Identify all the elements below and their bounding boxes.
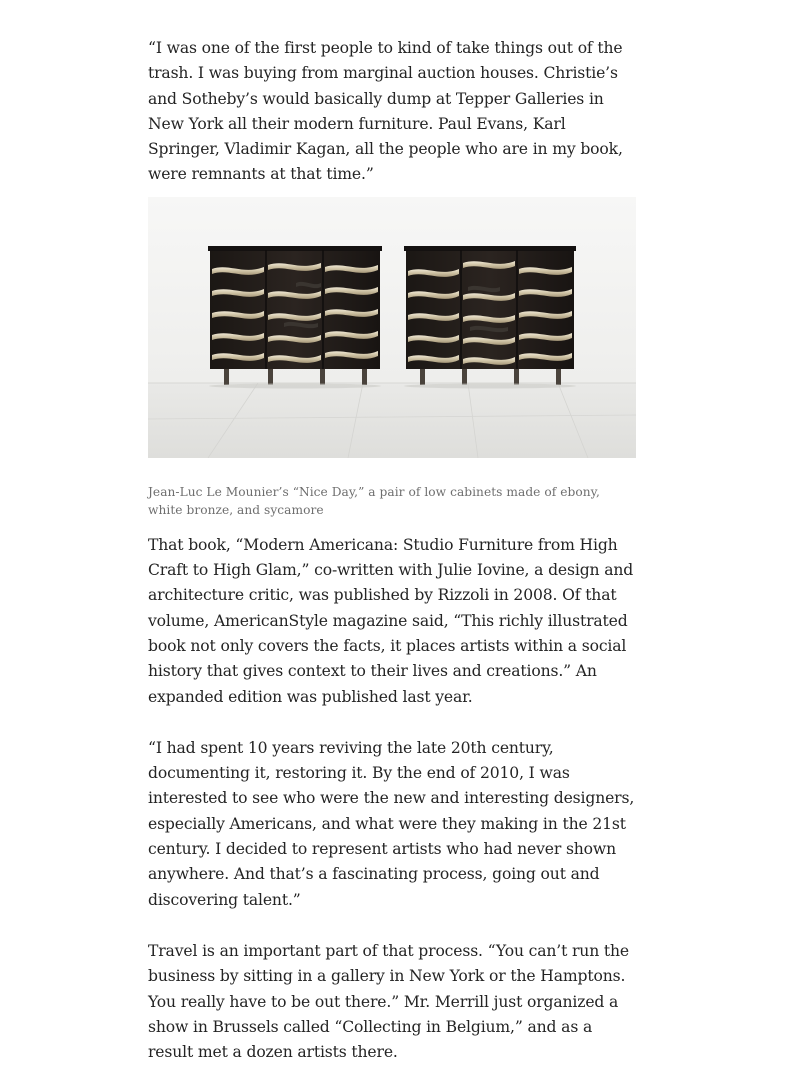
article-paragraph: Travel is an important part of that process. “You can’t run the business by sitting in a gallery in New York or the Hamptons. You really have to be out there.” Mr. Merrill just organized a show in Brussels called “Collecting in Belgium,” and as a result met a dozen artists there. — [148, 941, 629, 1062]
left-cabinet — [208, 246, 382, 389]
article-paragraph: That book, “Modern Americana: Studio Furniture from High Craft to High Glam,” co-written with Julie Iovine, a design and architecture critic, was published by Rizzoli in 2008. Of that volume, AmericanStyle magazine said, “This richly illustrated book not only covers the facts, it places artists within a social history that gives context to their lives and creations.” An expanded edition was published last year. — [148, 535, 634, 706]
article-body — [148, 36, 636, 1065]
cabinets-photo — [148, 197, 636, 458]
article-figure — [148, 197, 636, 519]
article-paragraph: “I had spent 10 years reviving the late 20th century, documenting it, restoring it. By the end of 2010, I was interested to see who were the new and interesting designers, especially Americans, and what were they making in the 21st century. I decided to represent artists who had never shown anywhere. And that’s a fascinating process, going out and discovering talent.” — [148, 738, 635, 909]
right-cabinet — [404, 246, 576, 389]
figure-caption: Jean-Luc Le Mounier’s “Nice Day,” a pair of low cabinets made of ebony, white bronze, and sycamore — [148, 484, 600, 517]
article-paragraph: “I was one of the first people to kind of take things out of the trash. I was buying from marginal auction houses. Christie’s and Sotheby’s would basically dump at Tepper Galleries in New York all their modern furniture. Paul Evans, Karl Springer, Vladimir Kagan, all the people who are in my book, were remnants at that time.” — [148, 39, 623, 184]
